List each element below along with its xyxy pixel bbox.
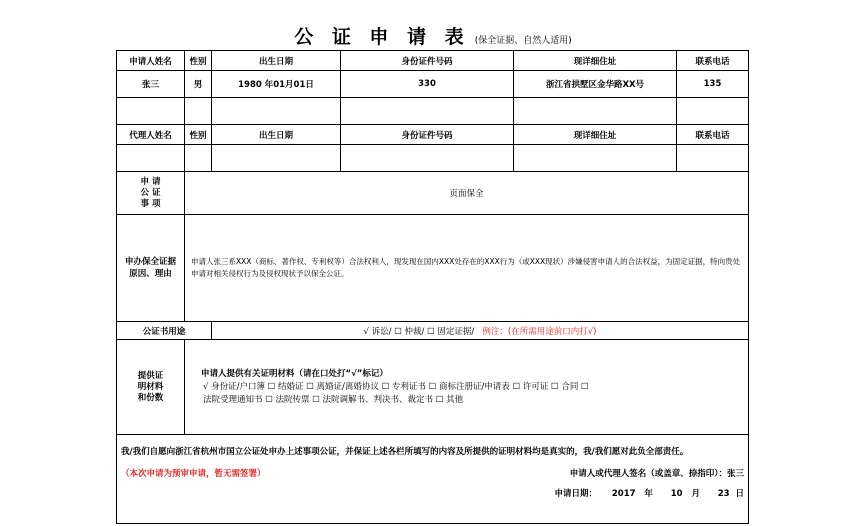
materials-label: 提供证 明材料 和份数 [117,340,185,435]
use-value [212,322,749,340]
empty-cell[interactable] [514,98,677,125]
agent-birth[interactable] [212,145,341,172]
applicant-name[interactable]: 张三 [117,71,185,98]
prereview-notice: （本次申请为预审申请，暂无需签署） [121,469,266,479]
title-main: 公 证 申 请 表 [294,26,470,48]
applicant-phone[interactable]: 135 [677,71,749,98]
matter-value[interactable]: 页面保全 [185,172,749,215]
agent-id[interactable] [341,145,514,172]
header-id: 身份证件号码 [341,51,514,71]
date-year-unit: 年 [644,489,653,499]
applicant-empty-row [117,98,749,125]
empty-cell[interactable] [185,98,212,125]
materials-row [117,340,749,435]
empty-cell[interactable] [212,98,341,125]
header-id: 身份证件号码 [341,125,514,145]
reason-row [117,215,749,322]
agent-address[interactable] [514,145,677,172]
agent-gender[interactable] [185,145,212,172]
date-month-unit: 月 [691,489,700,499]
header-agent-name: 代理人姓名 [117,125,185,145]
signature-line[interactable]: 申请人或代理人签名（或盖章、捺指印）：张三 [569,469,744,479]
header-address: 现详细住址 [514,51,677,71]
use-example: 例注：(在所需用途前口内打√) [482,326,597,337]
materials-line-1[interactable]: √ 身份证/户口簿 ☐ 结婚证 ☐ 离婚证/离婚协议 ☐ 专利证书 ☐ 商标注册证/申请表 ☐ 许可证 ☐ 合同 ☐ [203,381,589,392]
agent-header-row [117,125,749,145]
declaration-text: 我/我们自愿向浙江省杭州市国立公证处申办上述事项公证，并保证上述各栏所填写的内容及所提供的证明材料均是真实的，我/我们愿对此负全部责任。 [121,447,689,457]
date-label: 申请日期： [554,489,598,499]
declaration-cell [117,435,749,524]
agent-row [117,145,749,172]
title-subtitle: (保全证据、自然人适用) [474,36,572,46]
matter-row [117,172,749,215]
use-label: 公证书用途 [117,322,212,340]
agent-phone[interactable] [677,145,749,172]
application-date [555,487,744,499]
agent-name[interactable] [117,145,185,172]
materials-line-2[interactable]: 法院受理通知书 ☐ 法院传票 ☐ 法院调解书、判决书、裁定书 ☐ 其他 [203,394,464,405]
empty-cell[interactable] [117,98,185,125]
header-birth: 出生日期 [212,125,341,145]
date-day-unit: 日 [735,489,744,499]
matter-label: 申 请 公 证 事 项 [117,172,185,215]
empty-cell[interactable] [677,98,749,125]
applicant-row [117,71,749,98]
applicant-address[interactable]: 浙江省拱墅区金华路XX号 [514,71,677,98]
header-address: 现详细住址 [514,125,677,145]
date-month[interactable]: 10 [670,489,683,499]
applicant-birth[interactable]: 1980 年01月01日 [212,71,341,98]
header-gender: 性别 [185,51,212,71]
header-birth: 出生日期 [212,51,341,71]
header-phone: 联系电话 [677,51,749,71]
date-day[interactable]: 23 [717,489,730,499]
header-phone: 联系电话 [677,125,749,145]
materials-title: 申请人提供有关证明材料（请在口处打“√”标记） [201,368,388,379]
reason-label: 申办保全证据 原因、理由 [117,215,185,322]
header-applicant-name: 申请人姓名 [117,51,185,71]
applicant-gender[interactable]: 男 [185,71,212,98]
applicant-id[interactable]: 330 [341,71,514,98]
applicant-header-row [117,51,749,71]
form-title [0,22,866,49]
header-gender: 性别 [185,125,212,145]
use-options[interactable]: √ 诉讼/ ☐ 仲裁/ ☐ 固定证据/ [363,326,475,337]
materials-cell [185,340,749,435]
use-row [117,322,749,340]
empty-cell[interactable] [341,98,514,125]
date-year[interactable]: 2017 [611,489,636,499]
declaration-row [117,435,749,524]
reason-text[interactable]: 申请人张三系XXX（商标、著作权、专利权等）合法权利人，现发现在国内XXX处存在的XXX行为（或XXX现状）涉嫌侵害申请人的合法权益，为固定证据，特向贵处申请对相关侵权行为及侵权现状予以保全公证。 [185,215,749,322]
application-form [116,50,749,524]
